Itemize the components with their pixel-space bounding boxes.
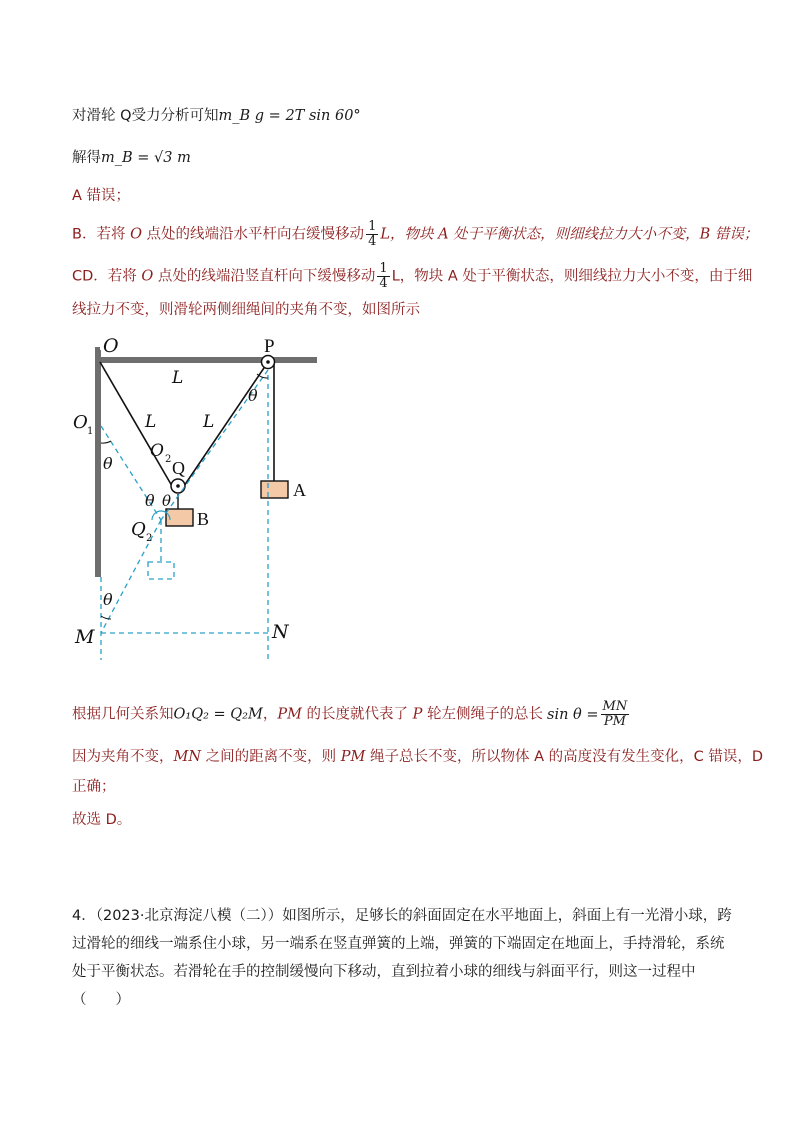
angle-arc-O1 xyxy=(101,441,111,443)
pulley-P-axle xyxy=(266,360,270,364)
line4-O: O xyxy=(130,226,142,243)
label-L-left: L xyxy=(145,412,157,432)
label-B: B xyxy=(197,509,210,529)
label-theta-3: θ xyxy=(145,491,155,510)
line8-c: 绳子总长不变，所以物体 A 的高度没有发生变化，C 错误，D xyxy=(365,749,764,765)
line7-P: P xyxy=(412,706,423,723)
label-O1: O xyxy=(73,412,88,433)
label-O: O xyxy=(103,335,119,357)
label-O2: O xyxy=(150,441,164,461)
label-Q: Q xyxy=(172,458,185,478)
line8-b: 之间的距离不变，则 xyxy=(201,749,341,765)
frac-PM: PM xyxy=(603,714,626,729)
label-Q2: Q xyxy=(131,519,146,540)
line7-b: ， xyxy=(262,706,278,723)
label-O1-sub: 1 xyxy=(87,426,94,437)
line7-c: 的长度就代表了 xyxy=(301,706,413,723)
line8-PM: PM xyxy=(340,749,366,765)
line2-formula: m_B = √3 m xyxy=(101,150,191,166)
label-theta-P: θ xyxy=(248,386,258,405)
solution-line-3: A 错误； xyxy=(72,188,131,204)
line4-c: L，物块 A 处于平衡状态，则细线拉力大小不变，B 错误； xyxy=(380,226,759,243)
line5-c: L，物块 A 处于平衡状态，则细线拉力大小不变，由于细 xyxy=(391,268,753,285)
solution-line-10: 故选 D。 xyxy=(72,812,132,828)
string-P-Q xyxy=(184,362,268,486)
label-O2-sub: 2 xyxy=(165,454,172,465)
line7-d: 轮左侧绳子的总长 xyxy=(422,706,544,723)
block-A xyxy=(261,481,288,498)
line1-text: 对滑轮 Q受力分析可知 xyxy=(72,108,219,124)
rod-top-stub xyxy=(95,347,100,357)
line7-formula: O₁Q₂ = Q₂M xyxy=(173,706,263,723)
label-L-top: L xyxy=(172,368,184,388)
line5-b: 点处的线端沿竖直杆向下缓慢移动 xyxy=(153,268,376,285)
label-L-right: L xyxy=(203,412,215,432)
solution-line-8 xyxy=(72,747,763,767)
line7-sin: sin θ = xyxy=(547,706,599,723)
frac-den: 4 xyxy=(379,276,388,291)
line5-O: O xyxy=(141,268,154,285)
fraction-MN-PM xyxy=(601,700,630,729)
label-theta-4: θ xyxy=(162,492,172,510)
label-A: A xyxy=(293,480,306,500)
label-Q2-sub: 2 xyxy=(146,533,153,544)
dashed-block-B xyxy=(148,562,174,579)
line4-a: B．若将 xyxy=(72,226,131,243)
line2-text: 解得 xyxy=(72,150,101,166)
pulley-Q-axle xyxy=(176,484,180,488)
frac-den: 4 xyxy=(368,234,377,249)
horizontal-rod xyxy=(95,357,317,363)
label-theta-O1: θ xyxy=(103,454,113,473)
vertical-rod xyxy=(95,350,101,577)
line8-MN: MN xyxy=(173,749,202,765)
frac-num: 1 xyxy=(368,219,377,234)
line5-a: CD．若将 xyxy=(72,268,142,285)
label-P: P xyxy=(264,336,275,357)
label-M: M xyxy=(75,626,95,648)
frac-num: 1 xyxy=(379,261,388,276)
line7-PM: PM xyxy=(277,706,302,723)
line7-a: 根据几何关系知 xyxy=(72,706,174,723)
frac-MN: MN xyxy=(602,699,628,714)
solution-line-7 xyxy=(72,700,631,729)
label-theta-M: θ xyxy=(103,590,113,609)
label-N: N xyxy=(272,621,289,643)
line4-b: 点处的线端沿水平杆向右缓慢移动 xyxy=(141,226,365,243)
solution-line-6: 线拉力不变，则滑轮两侧细绳间的夹角不变，如图所示 xyxy=(72,302,420,318)
line1-formula: m_B g = 2T sin 60° xyxy=(218,108,361,124)
line8-a: 因为夹角不变， xyxy=(72,749,174,765)
question-4: 4．（2023·北京海淀八模（二））如图所示，足够长的斜面固定在水平地面上，斜面上有一光滑小球，跨过滑轮的细线一端系住小球，另一端系在竖直弹簧的上端，弹簧的下端固定在地面上，手持滑轮，系统处于平衡状态。若滑轮在手的控制缓慢向下移动，直到拉着小球的细线与斜面平行，则这一过程中（ ） xyxy=(72,908,732,1008)
solution-line-9: 正确； xyxy=(72,779,116,795)
